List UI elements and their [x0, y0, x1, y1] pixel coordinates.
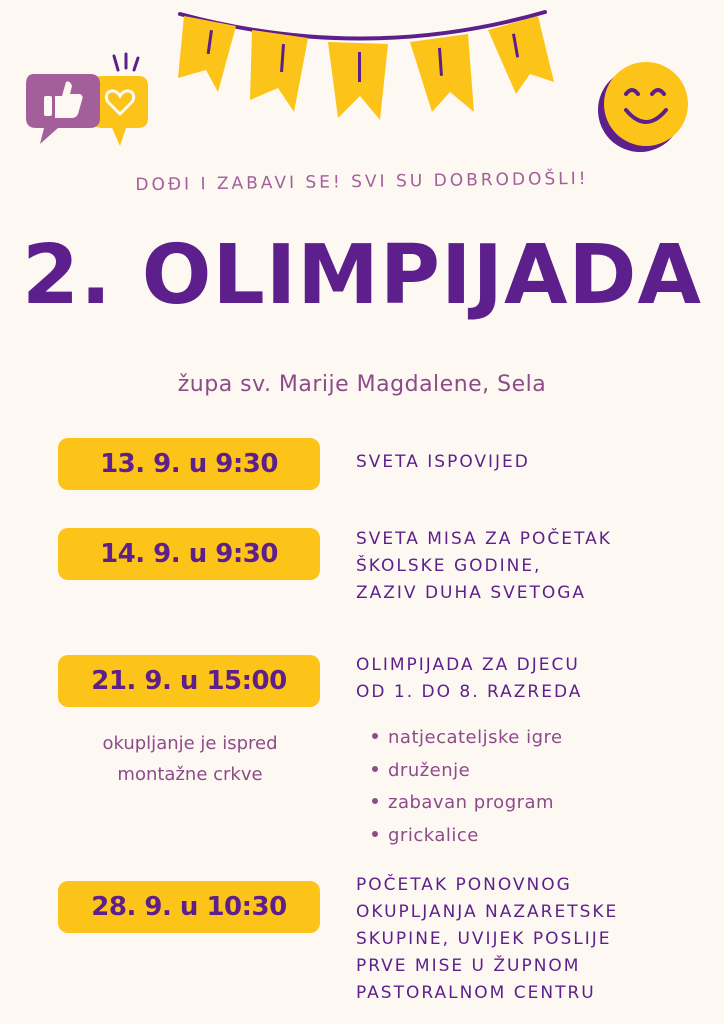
- activity-list: [372, 722, 563, 852]
- smiley-icon: [592, 58, 696, 158]
- event-description-line: SKUPINE, UVIJEK POSLIJE: [356, 929, 612, 949]
- parish-name: župa sv. Marije Magdalene, Sela: [177, 372, 547, 397]
- note-line: okupljanje je ispred: [102, 733, 278, 754]
- event-description-line: ŠKOLSKE GODINE,: [356, 556, 542, 576]
- bullet-icon: [372, 798, 378, 804]
- bunting-icon: [170, 0, 560, 130]
- bullet-icon: [372, 733, 378, 739]
- event-description-line: ZAZIV DUHA SVETOGA: [356, 583, 587, 603]
- page-title: 2. OLIMPIJADA: [22, 228, 702, 323]
- thumbs-up-icon: [26, 74, 100, 144]
- event-description-line: OKUPLJANJA NAZARETSKE: [356, 902, 619, 922]
- event-description-line: SVETA MISA ZA POČETAK: [356, 529, 612, 549]
- event-date-badge: 28. 9. u 10:30: [58, 881, 320, 933]
- event-description-line: OLIMPIJADA ZA DJECU: [356, 655, 580, 675]
- list-item: zabavan program: [372, 787, 563, 820]
- list-item: druženje: [372, 755, 563, 788]
- event-description: [356, 449, 706, 476]
- meeting-point-note: [60, 728, 320, 790]
- note-line: montažne crkve: [117, 764, 263, 785]
- event-description-line: PRVE MISE U ŽUPNOM: [356, 956, 581, 976]
- event-description-line: POČETAK PONOVNOG: [356, 875, 572, 895]
- event-description: [356, 872, 706, 1007]
- event-description-line: SVETA ISPOVIJED: [356, 452, 530, 472]
- tagline: DOĐI I ZABAVI SE! SVI SU DOBRODOŠLI!: [135, 168, 589, 196]
- bullet-icon: [372, 766, 378, 772]
- event-date-badge: 14. 9. u 9:30: [58, 528, 320, 580]
- event-description: [356, 652, 706, 706]
- event-date-badge: 21. 9. u 15:00: [58, 655, 320, 707]
- event-date-badge: 13. 9. u 9:30: [58, 438, 320, 490]
- speech-bubbles: [22, 48, 172, 148]
- bullet-icon: [372, 831, 378, 837]
- heart-icon: [92, 54, 148, 146]
- list-item: natjecateljske igre: [372, 722, 563, 755]
- list-item: grickalice: [372, 820, 563, 853]
- event-description: [356, 526, 706, 607]
- event-description-line: OD 1. DO 8. RAZREDA: [356, 682, 583, 702]
- event-description-line: PASTORALNOM CENTRU: [356, 983, 596, 1003]
